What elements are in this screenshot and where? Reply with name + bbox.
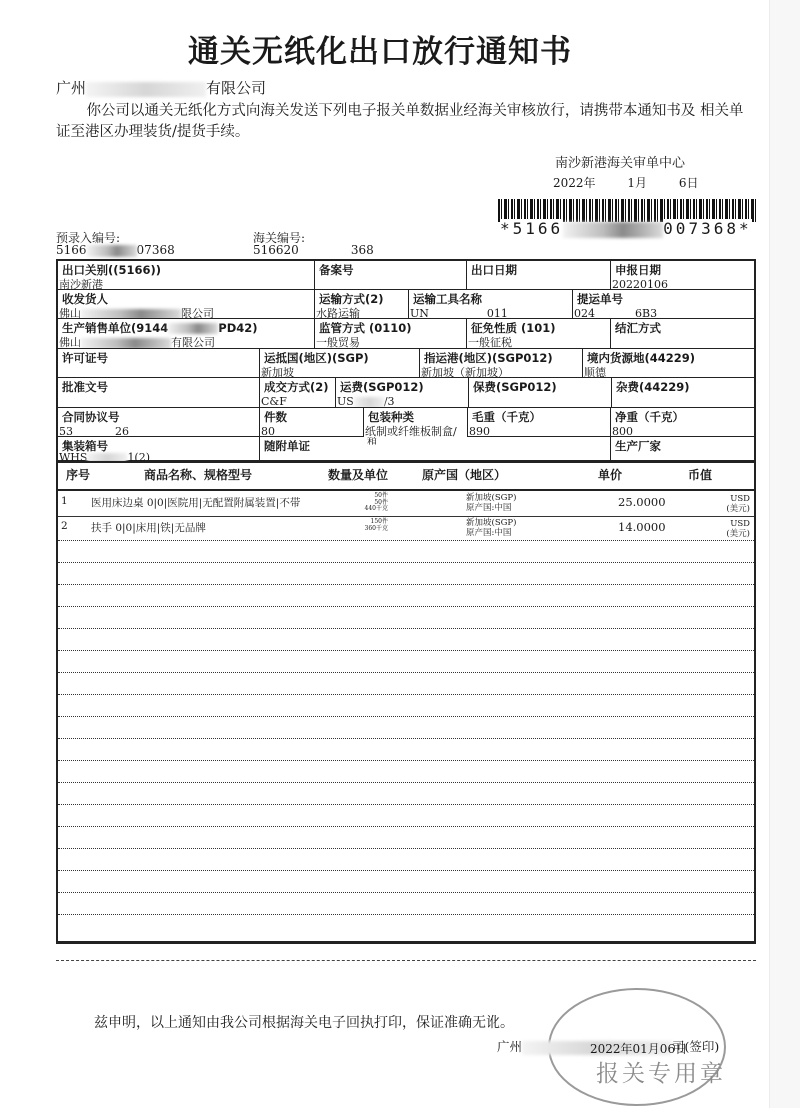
field-value: 纸制或纤维板制盒/ [365,425,457,437]
field-bill-no [573,290,754,319]
row-divider [58,694,754,695]
redacted-block [87,245,137,257]
preentry-number [56,243,175,257]
field-label: 出口关别((5166)) [62,263,162,277]
value-prefix: US [337,395,354,408]
field-label: 结汇方式 [615,321,661,335]
customs-no-label: 海关编号: [253,231,306,245]
field-misc-fee [612,378,754,408]
row-origin [466,518,516,538]
field-value: 一般征税 [468,336,512,349]
redacted-block [354,397,384,408]
field-consignor [58,290,315,319]
field-label [58,321,314,336]
redacted-block [81,338,171,349]
field-label: 运费(SGP012) [340,380,424,394]
recipient-suffix: 有限公司 [206,79,267,97]
qty-line: 150件 [370,518,388,525]
preentry-prefix: 5166 [56,243,87,257]
value-prefix: 佛山 [59,307,81,319]
field-value: C&F [261,395,287,408]
sign-date: 2022年01月06日 [590,1042,688,1056]
field-value: 水路运输 [316,307,360,319]
field-label: 成交方式(2) [264,380,329,394]
field-insurance [469,378,612,408]
field-label: 收发货人 [62,292,108,306]
preentry-label: 预录入编号: [56,231,121,245]
cut-line [56,960,756,961]
field-declare-date [611,261,754,290]
recipient-prefix: 广州 [56,79,87,97]
redacted-block [563,222,663,238]
row-divider [58,738,754,739]
redacted-block [81,309,181,320]
origin-note: 原产国:中国 [466,503,512,513]
row-divider [58,892,754,893]
signer-prefix: 广州 [497,1039,523,1054]
table-row [58,492,754,518]
signer-suffix: 司(签印) [672,1039,720,1054]
value-suffix: 限公司 [181,307,214,319]
redacted-block [86,82,206,97]
field-label: 毛重（千克） [472,410,541,424]
field-label: 许可证号 [62,351,108,365]
declaration-grid [56,259,756,462]
origin-note: 原产国:中国 [466,528,512,538]
col-qty: 数量及单位 [328,468,389,482]
intro-paragraph: 你公司以通关无纸化方式向海关发送下列电子报关单数据业经海关审核放行，请携带本通知书及 相关单证至港区办理装货/提货手续。 [56,103,744,140]
field-label: 净重（千克） [615,410,684,424]
barcode-number [500,219,752,238]
field-label: 指运港(地区)(SGP012) [424,351,553,365]
field-trade-terms [260,378,336,408]
field-packages [260,408,364,437]
field-label: 申报日期 [615,263,661,277]
field-label: 生产厂家 [615,439,661,453]
qty-line: 50件 [374,492,388,499]
row-currency [726,519,750,539]
field-label: 运输方式(2) [319,292,384,306]
recipient-company [56,77,266,98]
field-label: 集装箱号 [62,439,108,453]
row-divider [58,628,754,629]
issue-day: 6日 [678,176,699,190]
label-prefix: 生产销售单位(9144 [62,321,169,335]
field-value: 南沙新港 [59,278,103,290]
row-name: 医用床边桌 0|0|医院用|无配置附属装置|不带 [91,497,301,509]
row-divider [58,848,754,849]
field-levy-nature [467,319,611,349]
goods-table-header [56,461,756,491]
row-divider [58,584,754,585]
field-value: 一般贸易 [316,336,360,349]
field-value: 新加坡 [261,366,294,378]
row-divider [58,914,754,915]
field-value: 890 [469,425,490,437]
value-prefix: 佛山 [59,336,81,349]
field-settlement [611,319,754,349]
field-label: 包装种类 [368,410,414,424]
field-label: 运输工具名称 [413,292,482,306]
redacted-block [168,323,218,334]
field-label: 保费(SGP012) [473,380,557,394]
field-attached-docs [260,437,611,462]
row-origin [466,493,516,513]
field-export-port [58,261,315,290]
field-license [58,349,260,378]
field-value: 80 [261,425,275,437]
document-title: 通关无纸化出口放行通知书 [188,34,572,70]
field-label: 提运单号 [577,292,623,306]
field-vessel [409,290,573,319]
row-divider [58,782,754,783]
field-label: 随附单证 [264,439,310,453]
field-contract-no [58,408,260,437]
field-value: 顺德 [584,366,606,378]
field-label: 合同协议号 [62,410,120,424]
issue-year: 2022年 [553,176,596,190]
field-supervision [315,319,467,349]
issuer-name: 南沙新港海关审单中心 [555,156,686,171]
customs-suffix: 368 [350,243,374,257]
currency-code: USD [730,494,750,504]
field-producer [58,319,315,349]
value-suffix: /3 [383,395,395,408]
row-divider [58,562,754,563]
col-price: 单价 [598,468,623,482]
row-qty [358,493,388,513]
origin-country: 新加坡(SGP) [466,518,517,528]
preentry-suffix: 07368 [136,243,175,257]
label-suffix: PD42) [218,321,258,335]
currency-code: USD [730,519,750,529]
goods-table [56,490,756,944]
field-export-date [467,261,611,290]
value-suffix: 有限公司 [171,336,215,349]
field-value: 800 [612,425,633,437]
field-label: 出口日期 [471,263,517,277]
barcode-suffix: 007368* [663,219,752,238]
page-edge [769,0,800,1108]
col-no: 序号 [66,468,91,482]
field-dest-country [260,349,420,378]
customs-number [253,243,374,257]
value-suffix: 26 [115,425,129,437]
barcode-prefix: *5166 [500,219,564,238]
currency-name: (美元) [726,504,750,514]
col-origin: 原产国（地区） [422,468,507,482]
value-suffix: 6B3 [635,307,658,319]
currency-name: (美元) [726,529,750,539]
seal-text: 报关专用章 [596,1061,726,1087]
field-value: 新加坡（新加坡） [421,366,509,378]
package-type-continued: 箱 [367,437,377,447]
qty-line: 440千克 [364,505,388,512]
value-suffix: 011 [486,307,508,319]
origin-country: 新加坡(SGP) [466,493,517,503]
qty-line: 360千克 [364,524,388,532]
row-name: 扶手 0|0|床用|铁|无品牌 [91,522,206,534]
col-currency: 币值 [688,468,713,482]
field-label: 备案号 [319,263,354,277]
field-transport-mode [315,290,409,319]
field-domestic-source [583,349,754,378]
row-no: 1 [61,495,68,507]
field-value [573,307,754,319]
field-label: 监管方式 (0110) [319,321,412,335]
value-prefix: 53 [59,425,73,437]
field-record-no [315,261,467,290]
row-qty [358,519,388,532]
field-gross-weight [468,408,611,437]
field-value [409,307,572,319]
issue-date [553,174,698,191]
field-freight [336,378,469,408]
declaration-statement: 兹申明，以上通知由我公司根据海关电子回执打印，保证准确无讹。 [94,1015,514,1031]
issue-month: 1月 [627,176,648,190]
field-dest-port [420,349,583,378]
qty-line: 50件 [374,498,388,506]
field-label: 件数 [264,410,287,424]
field-label: 境内货源地(44229) [587,351,696,365]
row-no: 2 [61,520,68,532]
row-divider [58,870,754,871]
field-net-weight [611,408,754,437]
row-price: 14.0000 [618,520,666,534]
row-divider [58,760,754,761]
row-divider [58,650,754,651]
field-label: 征免性质 (101) [471,321,556,335]
row-price: 25.0000 [618,495,666,509]
field-value [336,395,468,408]
field-value [58,425,259,437]
field-label: 杂费(44229) [616,380,690,394]
value-suffix: 1(2) [127,451,151,462]
field-value [58,336,314,349]
row-divider [58,716,754,717]
field-container-no [58,437,260,462]
field-label: 批准文号 [62,380,108,394]
field-value: 20220106 [612,278,668,290]
row-divider [58,804,754,805]
field-label: 运抵国(地区)(SGP) [264,351,369,365]
field-approval-no [58,378,260,408]
col-name: 商品名称、规格型号 [144,468,253,482]
value-prefix: UN [410,307,429,319]
field-manufacturer [611,437,754,462]
row-currency [726,494,750,514]
value-prefix: 024 [574,307,595,319]
value-prefix: WHS [59,451,88,462]
row-divider [58,826,754,827]
row-divider [58,672,754,673]
row-divider [58,540,754,541]
field-value [58,307,314,319]
field-package-type [364,408,468,437]
row-divider [58,606,754,607]
customs-prefix: 516620 [253,243,299,257]
